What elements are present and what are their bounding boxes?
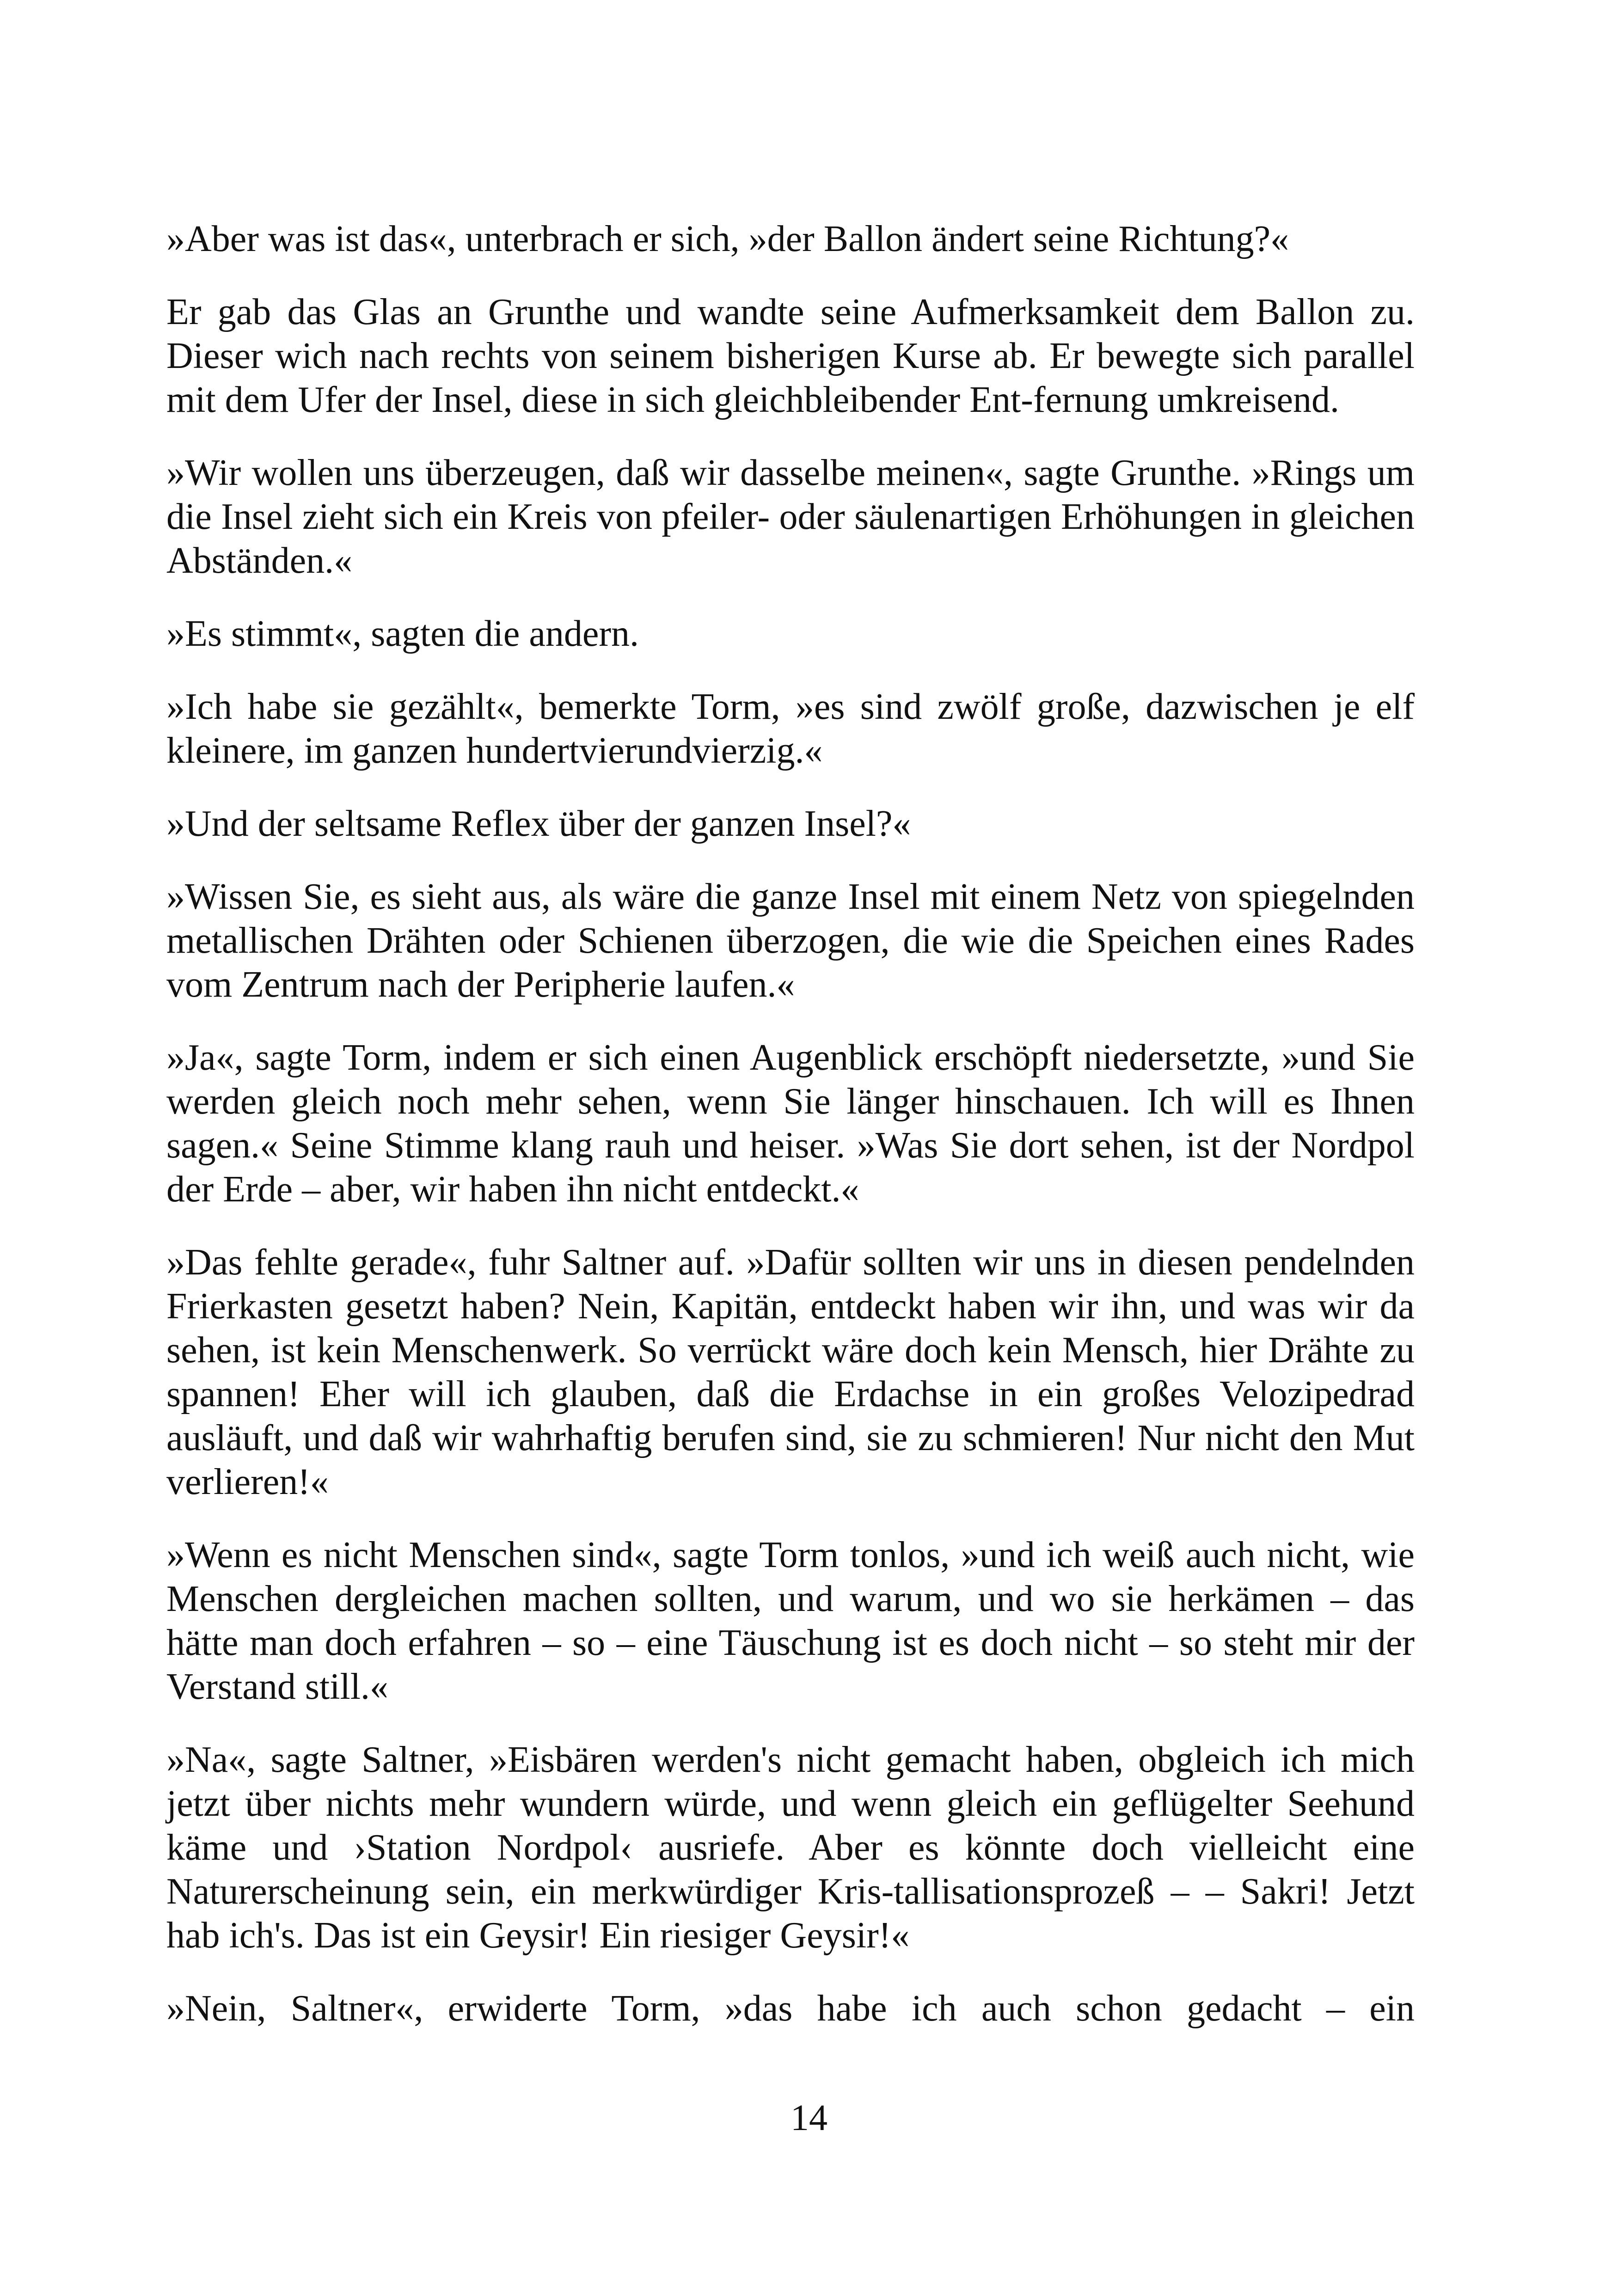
- page-body: [166, 217, 1415, 2060]
- paragraph-4: »Es stimmt«, sagten die andern.: [166, 613, 639, 654]
- paragraph-1: »Aber was ist das«, unterbrach er sich, »der Ballon ändert seine Richtung?«: [166, 219, 1289, 259]
- paragraph-11: »Na«, sagte Saltner, »Eisbären werden's nicht gemacht haben, obgleich ich mich jetzt über nichts mehr wundern würde, und wenn gleich ein geflügelter Seehund käme und ›Station Nordpol‹ ausriefe. Aber es könnte doch vielleicht eine Naturerscheinung sein, ein merkwürdiger Kris-tallisationsprozeß – – Sakri! Jetzt hab ich's. Das ist ein Geysir! Ein riesiger Geysir!«: [166, 1739, 1415, 1956]
- paragraph-3: »Wir wollen uns überzeugen, daß wir dasselbe meinen«, sagte Grunthe. »Rings um die Insel zieht sich ein Kreis von pfeiler- oder säulenartigen Erhöhungen in gleichen Abständen.«: [166, 453, 1415, 581]
- paragraph-5: »Ich habe sie gezählt«, bemerkte Torm, »es sind zwölf große, dazwischen je elf kleinere, im ganzen hundertvierundvierzig.«: [166, 686, 1415, 771]
- paragraph-7: »Wissen Sie, es sieht aus, als wäre die ganze Insel mit einem Netz von spiegelnden metallischen Drähten oder Schienen überzogen, die wie die Speichen eines Rades vom Zentrum nach der Peripherie laufen.«: [166, 876, 1415, 1005]
- paragraph-8: »Ja«, sagte Torm, indem er sich einen Augenblick erschöpft niedersetzte, »und Sie werden gleich noch mehr sehen, wenn Sie länger hinschauen. Ich will es Ihnen sagen.« Seine Stimme klang rauh und heiser. »Was Sie dort sehen, ist der Nordpol der Erde – aber, wir haben ihn nicht entdeckt.«: [166, 1037, 1415, 1210]
- paragraph-6: »Und der seltsame Reflex über der ganzen Insel?«: [166, 803, 911, 844]
- page-number: 14: [791, 2098, 827, 2138]
- paragraph-10: »Wenn es nicht Menschen sind«, sagte Torm tonlos, »und ich weiß auch nicht, wie Menschen dergleichen machen sollten, und warum, und wo sie herkämen – das hätte man doch erfahren – so – eine Täuschung ist es doch nicht – so steht mir der Verstand still.«: [166, 1535, 1415, 1707]
- paragraph-12: »Nein, Saltner«, erwiderte Torm, »das habe ich auch schon gedacht – ein: [166, 1988, 1415, 2029]
- paragraph-9: »Das fehlte gerade«, fuhr Saltner auf. »Dafür sollten wir uns in diesen pendelnden Frierkasten gesetzt haben? Nein, Kapitän, entdeckt haben wir ihn, und was wir da sehen, ist kein Menschenwerk. So verrückt wäre doch kein Mensch, hier Drähte zu spannen! Eher will ich glauben, daß die Erdachse in ein großes Velozipedrad ausläuft, und daß wir wahrhaftig berufen sind, sie zu schmieren! Nur nicht den Mut verlieren!«: [166, 1242, 1415, 1502]
- paragraph-2: Er gab das Glas an Grunthe und wandte seine Aufmerksamkeit dem Ballon zu. Dieser wich nach rechts von seinem bisherigen Kurse ab. Er bewegte sich parallel mit dem Ufer der Insel, diese in sich gleichbleibender Ent-fernung umkreisend.: [166, 292, 1415, 420]
